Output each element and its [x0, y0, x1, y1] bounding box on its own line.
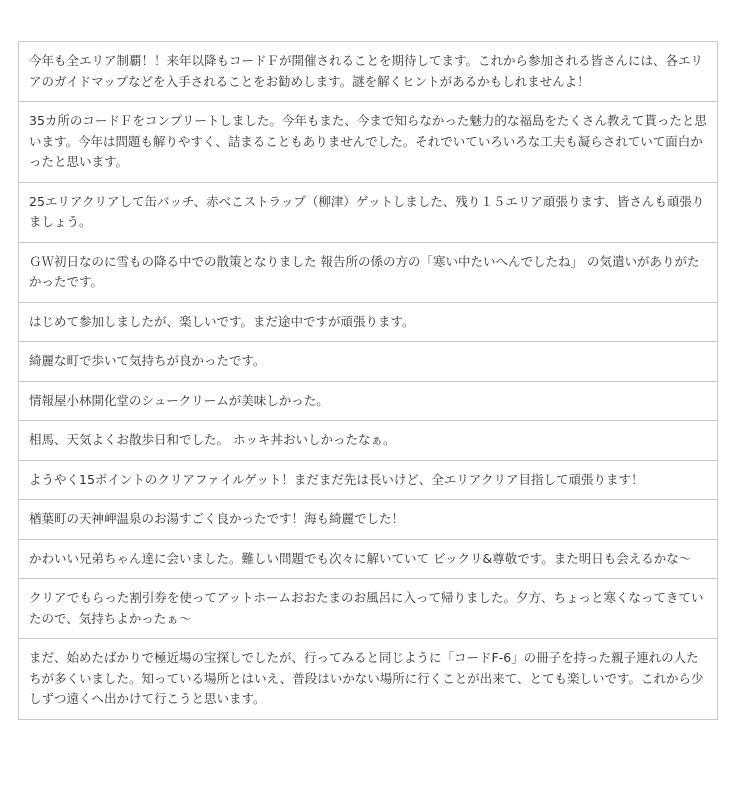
- comment-cell: 綺麗な町で歩いて気持ちが良かったです。: [19, 342, 718, 382]
- comment-cell: ＧＷ初日なのに雪もの降る中での散策となりました 報告所の係の方の「寒い中たいへんでしたね」 の気遣いがありがたかったです。: [19, 242, 718, 302]
- table-row: [19, 460, 718, 500]
- table-row: [19, 242, 718, 302]
- comment-cell: 情報屋小林開化堂のシュークリームが美味しかった。: [19, 381, 718, 421]
- table-row: [19, 579, 718, 639]
- comments-table: [18, 41, 718, 720]
- comment-cell: 今年も全エリア制覇！！来年以降もコードＦが開催されることを期待してます。これから参加される皆さんには、各エリアのガイドマップなどを入手されることをお勧めします。謎を解くヒントがあるかもしれませんよ！: [19, 42, 718, 102]
- table-row: [19, 182, 718, 242]
- table-row: [19, 539, 718, 579]
- comment-cell: かわいい兄弟ちゃん達に会いました。難しい問題でも次々に解いていて ビックリ&尊敬です。また明日も会えるかな〜: [19, 539, 718, 579]
- table-row: [19, 42, 718, 102]
- comment-cell: はじめて参加しましたが、楽しいです。まだ途中ですが頑張ります。: [19, 302, 718, 342]
- table-row: [19, 639, 718, 720]
- comment-cell: ようやく15ポイントのクリアファイルゲット！まだまだ先は長いけど、全エリアクリア目指して頑張ります！: [19, 460, 718, 500]
- table-row: [19, 342, 718, 382]
- comment-cell: 相馬、天気よくお散歩日和でした。 ホッキ丼おいしかったなぁ。: [19, 421, 718, 461]
- comment-cell: クリアでもらった割引券を使ってアットホームおおたまのお風呂に入って帰りました。夕方、ちょっと寒くなってきていたので、気持ちよかったぁ〜: [19, 579, 718, 639]
- table-row: [19, 302, 718, 342]
- comment-cell: まだ、始めたばかりで極近場の宝探しでしたが、行ってみると同じように「コードF-6」の冊子を持った親子連れの人たちが多くいました。知っている場所とはいえ、普段はいかない場所に行くことが出来て、とても楽しいです。これから少しずつ遠くへ出かけて行こうと思います。: [19, 639, 718, 720]
- comment-cell: 35カ所のコードＦをコンプリートしました。今年もまた、今まで知らなかった魅力的な福島をたくさん教えて貰ったと思います。今年は問題も解りやすく、詰まることもありませんでした。それでいていろいろな工夫も凝らされていて面白かったと思います。: [19, 102, 718, 183]
- table-row: [19, 421, 718, 461]
- table-row: [19, 102, 718, 183]
- comment-cell: 25エリアクリアして缶バッチ、赤べこストラップ（柳津）ゲットしました、残り１５エリア頑張ります、皆さんも頑張りましょう。: [19, 182, 718, 242]
- table-row: [19, 500, 718, 540]
- comment-cell: 楢葉町の天神岬温泉のお湯すごく良かったです！海も綺麗でした！: [19, 500, 718, 540]
- table-row: [19, 381, 718, 421]
